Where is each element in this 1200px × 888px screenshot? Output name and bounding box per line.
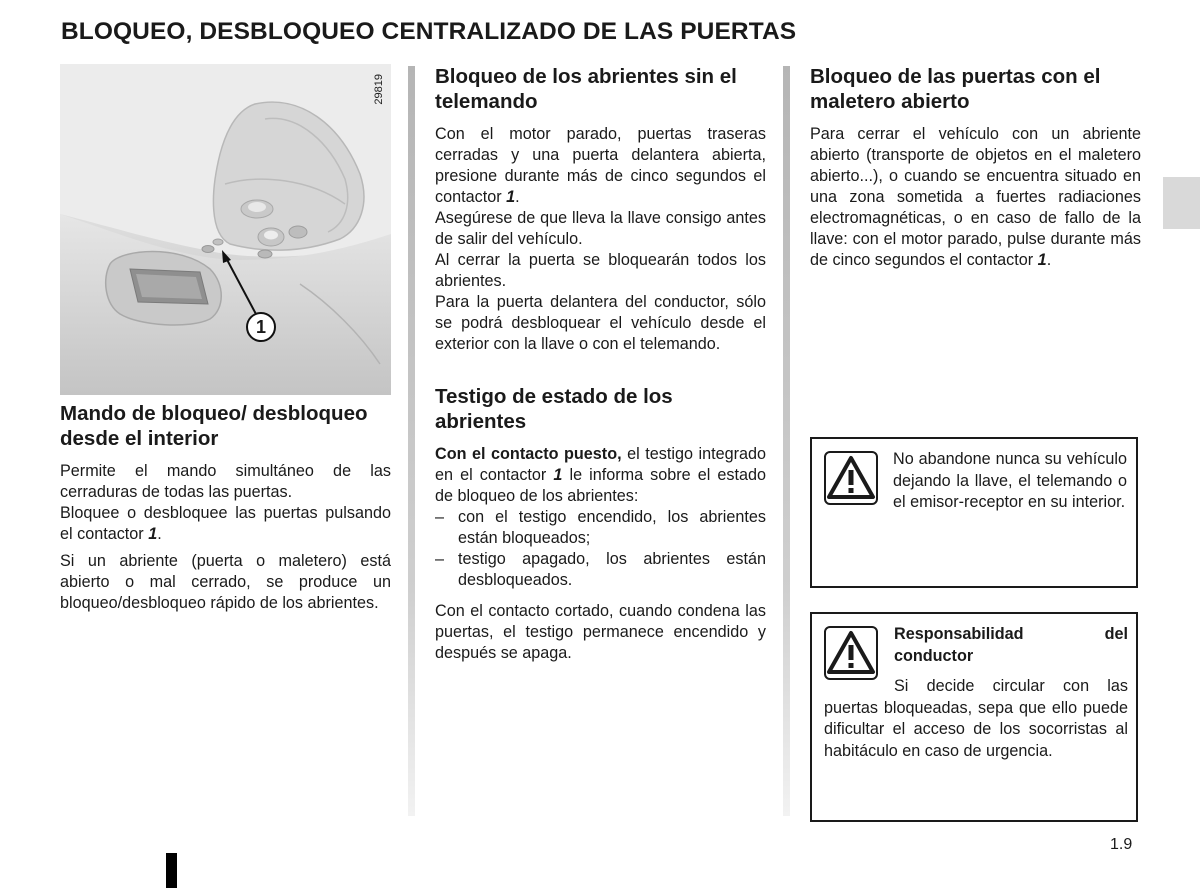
status-list: [435, 507, 766, 591]
paragraph: Para cerrar el vehículo con un abriente abierto (transporte de objetos en el maletero abierto...), o cuando se encuentra situado en una zona sometida a fuertes radiaciones electromagnéticas, o en caso de fallo de la llave: con el motor parado, pulse durante más de cinco segundos el contactor 1.: [810, 125, 1141, 269]
warning-triangle-icon: [824, 451, 878, 505]
column-divider: [408, 66, 415, 816]
left-column: [60, 64, 391, 614]
list-item: – testigo apagado, los abrientes están desbloqueados.: [435, 550, 766, 589]
contactor-ref: 1: [1037, 251, 1047, 269]
paragraph: Con el contacto puesto, el testigo integrado en el contactor 1 le informa sobre el estado de bloqueo de los abrientes:: [435, 445, 766, 505]
list-marker: –: [435, 550, 445, 568]
paragraph: Con el motor parado, puertas traseras cerradas y una puerta delantera abierta, presione durante más de cinco segundos el contactor 1.: [435, 125, 766, 206]
contactor-ref: 1: [553, 466, 563, 484]
overhead-console-illustration: [60, 64, 391, 395]
list-marker: –: [435, 508, 445, 526]
warning-box: [810, 437, 1138, 588]
paragraph: Si un abriente (puerta o maletero) está abierto o mal cerrado, se produce un bloqueo/desbloqueo rápido de los abrientes.: [60, 552, 391, 612]
section-heading-lock-with-trunk-open: Bloqueo de las puertas con el maletero abierto: [810, 65, 1101, 113]
figure-code: 29819: [373, 74, 385, 105]
warning-body: Si decide circular con las puertas bloqueadas, sepa que ello puede dificultar el acceso de los socorristas al habitáculo en caso de urgencia.: [824, 677, 1128, 760]
contactor-ref: 1: [506, 188, 516, 206]
page-title: BLOQUEO, DESBLOQUEO CENTRALIZADO DE LAS PUERTAS: [61, 18, 797, 45]
paragraph: Para la puerta delantera del conductor, sólo se podrá desbloquear el vehículo desde el exterior con la llave o con el telemando.: [435, 293, 766, 353]
paragraph: Con el contacto cortado, cuando condena las puertas, el testigo permanece encendido y después se apaga.: [435, 602, 766, 662]
paragraph: Al cerrar la puerta se bloquearán todos los abrientes.: [435, 251, 766, 290]
warning-title: Responsabilidad del conductor: [894, 625, 1128, 665]
section-heading-status-indicator: Testigo de estado de los abrientes: [435, 385, 673, 433]
warning-text: [824, 624, 1128, 762]
list-item: – con el testigo encendido, los abrientes están bloqueados;: [435, 508, 766, 547]
section-heading-lock-without-remote: Bloqueo de los abrientes sin el telemando: [435, 65, 737, 113]
warning-box: [810, 612, 1138, 822]
column-divider: [783, 66, 790, 816]
overhead-console-drawing: [60, 64, 391, 395]
chapter-edge-tab: [1163, 177, 1200, 229]
section-heading-interior-lock: Mando de bloqueo/ desbloqueo desde el interior: [60, 402, 368, 450]
warning-text: No abandone nunca su vehículo dejando la llave, el telemando o el emisor-receptor en su interior.: [893, 450, 1127, 511]
paragraph: Asegúrese de que lleva la llave consigo antes de salir del vehículo.: [435, 209, 766, 248]
right-column: [810, 64, 1141, 271]
crop-mark: [166, 853, 177, 888]
paragraph: Permite el mando simultáneo de las cerraduras de todas las puertas.: [60, 462, 391, 501]
contactor-ref: 1: [148, 525, 158, 543]
callout-1: 1: [246, 312, 276, 342]
paragraph: Bloquee o desbloquee las puertas pulsando el contactor 1.: [60, 504, 391, 543]
page-number: 1.9: [1110, 836, 1133, 853]
middle-column: [435, 64, 766, 664]
